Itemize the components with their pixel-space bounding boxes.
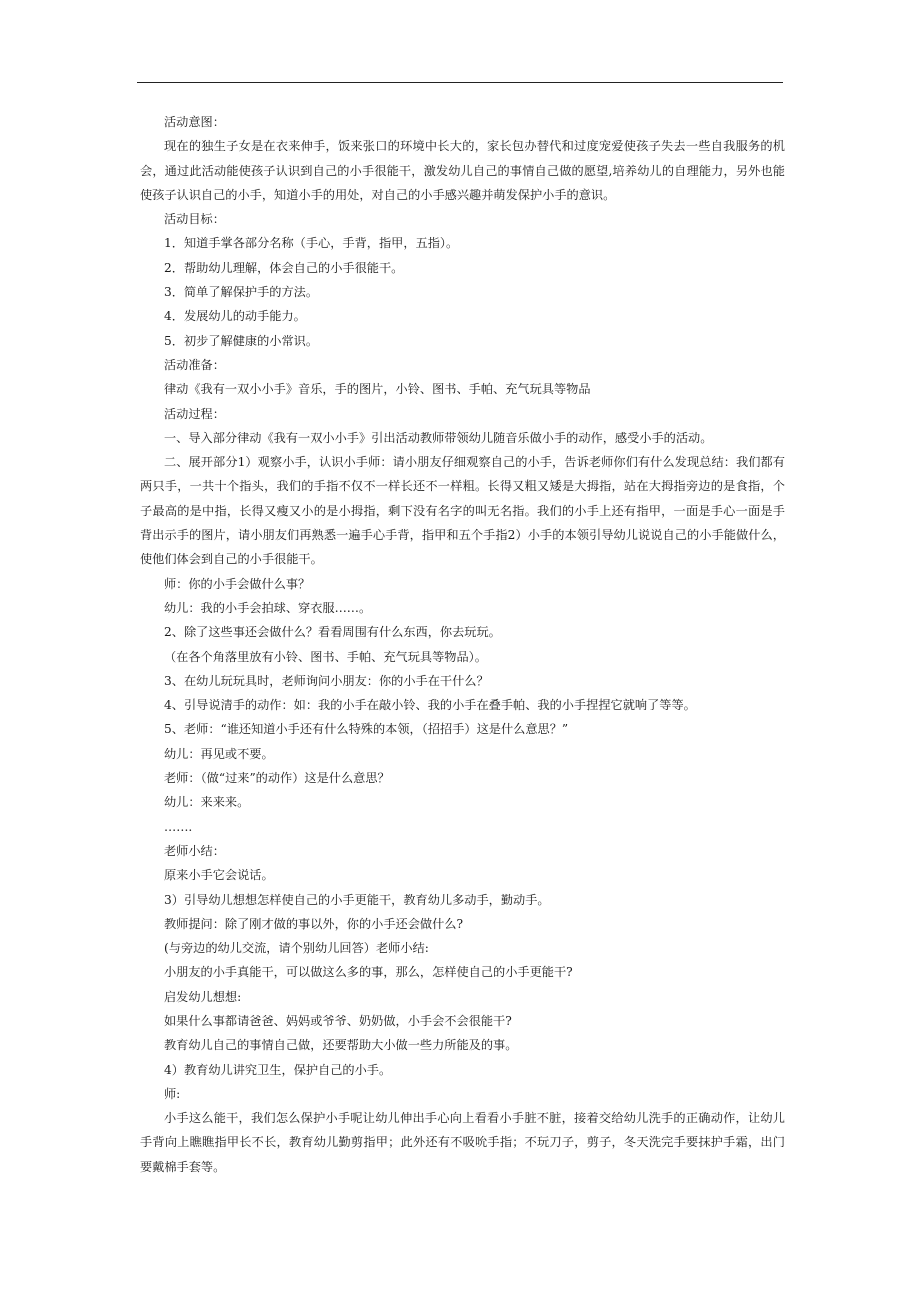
dialogue-line: 幼儿：来来来。 bbox=[164, 795, 250, 810]
summary-heading: 老师小结： bbox=[164, 843, 225, 858]
dialogue-line: 师: bbox=[164, 1086, 181, 1101]
dialogue-line: 如果什么事都请爸爸、妈妈或爷爷、奶奶做，小手会不会很能干? bbox=[164, 1013, 512, 1028]
goal-item: 2．帮助幼儿理解，体会自己的小手很能干。 bbox=[164, 260, 404, 275]
process-note: （在各个角落里放有小铃、图书、手帕、充气玩具等物品）。 bbox=[164, 649, 487, 664]
heading-process: 活动过程： bbox=[164, 406, 225, 421]
process-step: 3、在幼儿玩玩具时，老师询问小朋友：你的小手在干什么？ bbox=[164, 673, 489, 688]
dialogue-line: 老师：（做“过来”的动作）这是什么意思？ bbox=[164, 771, 390, 786]
dialogue-line: 幼儿：再见或不要。 bbox=[164, 746, 274, 761]
process-step: 4、引导说清手的动作：如：我的小手在敲小铃、我的小手在叠手帕、我的小手捏捏它就响了等等。 bbox=[164, 698, 696, 713]
header-rule bbox=[137, 82, 783, 83]
dialogue-line: 小朋友的小手真能干，可以做这么多的事，那么，怎样使自己的小手更能干? bbox=[164, 965, 573, 980]
ellipsis-line: ……. bbox=[164, 819, 193, 834]
dialogue-line: 教育幼儿自己的事情自己做，还要帮助大小做一些力所能及的事。 bbox=[164, 1038, 518, 1053]
heading-goals: 活动目标： bbox=[164, 212, 225, 227]
goal-item: 1．知道手掌各部分名称（手心，手背，指甲，五指）。 bbox=[164, 236, 459, 251]
goal-item: 4．发展幼儿的动手能力。 bbox=[164, 309, 306, 324]
process-step: 2、除了这些事还会做什么？看看周围有什么东西，你去玩玩。 bbox=[164, 625, 501, 640]
paragraph-preparation: 律动《我有一双小小手》音乐，手的图片，小铃、图书、手帕、充气玩具等物品 bbox=[164, 382, 591, 397]
dialogue-line: (与旁边的幼儿交流，请个别幼儿回答）老师小结: bbox=[164, 941, 429, 956]
dialogue-line: 教师提问：除了刚才做的事以外，你的小手还会做什么? bbox=[164, 916, 464, 931]
summary-line: 原来小手它会说话。 bbox=[164, 868, 274, 883]
process-step: 5、老师：“谁还知道小手还有什么特殊的本领，（招招手）这是什么意思？” bbox=[164, 722, 569, 737]
dialogue-line: 师：你的小手会做什么事？ bbox=[164, 576, 311, 591]
process-step: 3）引导幼儿想想怎样使自己的小手更能干，教育幼儿多动手，勤动手。 bbox=[164, 892, 550, 907]
paragraph-hand-care: 小手这么能干，我们怎么保护小手呢让幼儿伸出手心向上看看小手脏不脏，接着交给幼儿洗手的正确动作，让幼儿手背向上瞧瞧指甲长不长，教育幼儿勤剪指甲；此外还有不吸吮手指；不玩刀子，剪子，冬天洗完手要抹护手霜，出门要戴棉手套等。 bbox=[140, 1111, 785, 1174]
paragraph-intent: 现在的独生子女是在衣来伸手，饭来张口的环境中长大的，家长包办替代和过度宠爱使孩子失去一些自我服务的机会，通过此活动能使孩子认识到自己的小手很能干，激发幼儿自己的事情自己做的愿望,培养幼儿的自理能力，另外也能使孩子认识自己的小手，知道小手的用处，对自己的小手感兴趣并萌发保护小手的意识。 bbox=[140, 139, 785, 202]
document-body bbox=[140, 110, 785, 1179]
goal-item: 5．初步了解健康的小常识。 bbox=[164, 333, 319, 348]
heading-preparation: 活动准备： bbox=[164, 357, 225, 372]
heading-intent: 活动意图： bbox=[164, 115, 225, 129]
process-step: 4）教育幼儿讲究卫生，保护自己的小手。 bbox=[164, 1062, 392, 1077]
dialogue-line: 启发幼儿想想: bbox=[164, 989, 242, 1004]
dialogue-line: 幼儿：我的小手会拍球、穿衣服……。 bbox=[164, 600, 372, 615]
goal-item: 3．简单了解保护手的方法。 bbox=[164, 285, 319, 300]
process-step: 一、导入部分律动《我有一双小小手》引出活动教师带领幼儿随音乐做小手的动作，感受小手的活动。 bbox=[164, 430, 713, 445]
process-step: 二、展开部分1）观察小手，认识小手师：请小朋友仔细观察自己的小手，告诉老师你们有什么发现总结：我们都有两只手，一共十个指头，我们的手指不仅不一样长还不一样粗。长得又粗又矮是大拇指，站在大拇指旁边的是食指，个子最高的是中指，长得又瘦又小的是小拇指，剩下没有名字的叫无名指。我们的小手上还有指甲，一面是手心一面是手背出示手的图片，请小朋友们再熟悉一遍手心手背，指甲和五个手指2）小手的本领引导幼儿说说自己的小手能做什么，使他们体会到自己的小手很能干。 bbox=[140, 455, 785, 567]
